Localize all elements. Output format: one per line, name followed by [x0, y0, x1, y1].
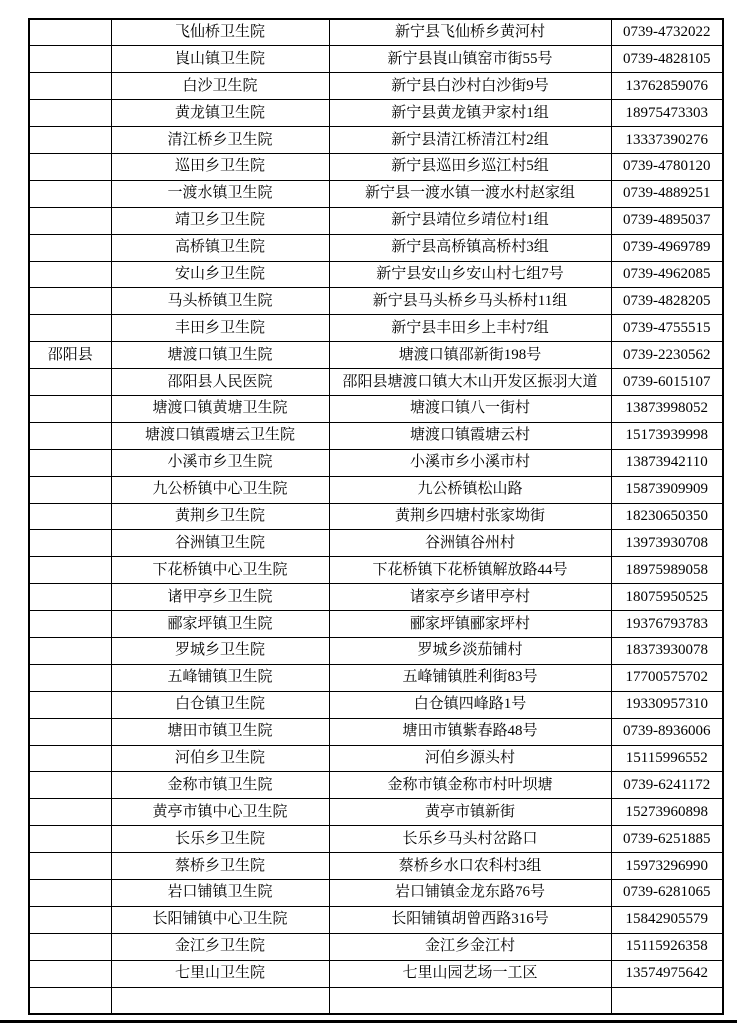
cell-hospital-name: 白仓镇卫生院 — [111, 691, 329, 718]
cell-phone: 13574975642 — [611, 960, 723, 987]
cell-phone: 13873998052 — [611, 395, 723, 422]
cell-county — [29, 288, 111, 315]
cell-phone: 15973296990 — [611, 853, 723, 880]
table-row — [29, 46, 723, 73]
cell-phone: 15115996552 — [611, 745, 723, 772]
cell-hospital-name: 高桥镇卫生院 — [111, 234, 329, 261]
table-row — [29, 826, 723, 853]
cell-county — [29, 369, 111, 396]
cell-address: 新宁县一渡水镇一渡水村赵家组 — [329, 180, 611, 207]
cell-county — [29, 449, 111, 476]
cell-address — [329, 987, 611, 1014]
cell-county — [29, 745, 111, 772]
cell-address: 新宁县清江桥清江村2组 — [329, 127, 611, 154]
cell-hospital-name: 长阳铺镇中心卫生院 — [111, 906, 329, 933]
cell-address: 塘田市镇紫春路48号 — [329, 718, 611, 745]
cell-hospital-name: 飞仙桥卫生院 — [111, 19, 329, 46]
table-row — [29, 449, 723, 476]
cell-county — [29, 127, 111, 154]
cell-address: 新宁县高桥镇高桥村3组 — [329, 234, 611, 261]
cell-hospital-name: 蔡桥乡卫生院 — [111, 853, 329, 880]
cell-county — [29, 664, 111, 691]
cell-county — [29, 153, 111, 180]
cell-address: 黄荆乡四塘村张家坳街 — [329, 503, 611, 530]
cell-hospital-name: 罗城乡卫生院 — [111, 637, 329, 664]
cell-county — [29, 315, 111, 342]
cell-hospital-name: 谷洲镇卫生院 — [111, 530, 329, 557]
cell-address: 白仓镇四峰路1号 — [329, 691, 611, 718]
cell-phone: 0739-4969789 — [611, 234, 723, 261]
cell-county — [29, 180, 111, 207]
cell-hospital-name: 安山乡卫生院 — [111, 261, 329, 288]
cell-county — [29, 853, 111, 880]
cell-hospital-name: 金称市镇卫生院 — [111, 772, 329, 799]
table-row — [29, 880, 723, 907]
table-row — [29, 853, 723, 880]
table-row — [29, 476, 723, 503]
table-row — [29, 153, 723, 180]
cell-county — [29, 100, 111, 127]
table-row — [29, 933, 723, 960]
cell-address: 谷洲镇谷州村 — [329, 530, 611, 557]
cell-address: 邵阳县塘渡口镇大木山开发区振羽大道 — [329, 369, 611, 396]
cell-address: 金江乡金江村 — [329, 933, 611, 960]
cell-hospital-name: 岩口铺镇卫生院 — [111, 880, 329, 907]
cell-address: 小溪市乡小溪市村 — [329, 449, 611, 476]
cell-phone: 0739-2230562 — [611, 342, 723, 369]
cell-address: 塘渡口镇八一街村 — [329, 395, 611, 422]
table-body — [29, 19, 723, 1014]
cell-county — [29, 557, 111, 584]
cell-phone: 13762859076 — [611, 73, 723, 100]
table-row — [29, 234, 723, 261]
cell-phone: 0739-4828205 — [611, 288, 723, 315]
page-bottom-divider — [0, 1020, 737, 1023]
cell-phone: 19330957310 — [611, 691, 723, 718]
cell-hospital-name: 下花桥镇中心卫生院 — [111, 557, 329, 584]
cell-county — [29, 611, 111, 638]
cell-address: 郦家坪镇郦家坪村 — [329, 611, 611, 638]
table-row — [29, 127, 723, 154]
cell-hospital-name: 河伯乡卫生院 — [111, 745, 329, 772]
cell-address: 塘渡口镇邵新街198号 — [329, 342, 611, 369]
cell-county — [29, 46, 111, 73]
cell-hospital-name: 塘田市镇卫生院 — [111, 718, 329, 745]
table-row — [29, 180, 723, 207]
table-row — [29, 557, 723, 584]
cell-hospital-name: 郦家坪镇卫生院 — [111, 611, 329, 638]
cell-phone: 18975473303 — [611, 100, 723, 127]
table-row — [29, 664, 723, 691]
cell-county — [29, 637, 111, 664]
cell-address: 九公桥镇松山路 — [329, 476, 611, 503]
cell-phone: 0739-4828105 — [611, 46, 723, 73]
cell-phone: 18075950525 — [611, 584, 723, 611]
cell-phone: 19376793783 — [611, 611, 723, 638]
cell-address: 下花桥镇下花桥镇解放路44号 — [329, 557, 611, 584]
cell-county — [29, 691, 111, 718]
cell-address: 新宁县黄龙镇尹家村1组 — [329, 100, 611, 127]
cell-hospital-name: 黄亭市镇中心卫生院 — [111, 799, 329, 826]
cell-hospital-name: 塘渡口镇霞塘云卫生院 — [111, 422, 329, 449]
table-row — [29, 369, 723, 396]
table-row — [29, 799, 723, 826]
table-row — [29, 503, 723, 530]
table-row — [29, 342, 723, 369]
cell-hospital-name: 塘渡口镇黄塘卫生院 — [111, 395, 329, 422]
cell-hospital-name: 一渡水镇卫生院 — [111, 180, 329, 207]
cell-address: 诸家亭乡诸甲亭村 — [329, 584, 611, 611]
cell-address: 蔡桥乡水口农科村3组 — [329, 853, 611, 880]
cell-phone: 18373930078 — [611, 637, 723, 664]
cell-phone: 18975989058 — [611, 557, 723, 584]
table-row — [29, 960, 723, 987]
cell-phone: 17700575702 — [611, 664, 723, 691]
table-row — [29, 691, 723, 718]
cell-phone: 13337390276 — [611, 127, 723, 154]
cell-phone: 0739-6251885 — [611, 826, 723, 853]
cell-address: 黄亭市镇新街 — [329, 799, 611, 826]
cell-hospital-name: 小溪市乡卫生院 — [111, 449, 329, 476]
cell-address: 新宁县巡田乡巡江村5组 — [329, 153, 611, 180]
cell-phone: 0739-6015107 — [611, 369, 723, 396]
table-row — [29, 395, 723, 422]
cell-county — [29, 476, 111, 503]
cell-hospital-name: 塘渡口镇卫生院 — [111, 342, 329, 369]
cell-hospital-name: 黄龙镇卫生院 — [111, 100, 329, 127]
cell-address: 塘渡口镇霞塘云村 — [329, 422, 611, 449]
cell-county — [29, 880, 111, 907]
health-center-table — [28, 18, 724, 1015]
cell-address: 新宁县靖位乡靖位村1组 — [329, 207, 611, 234]
cell-address: 新宁县白沙村白沙街9号 — [329, 73, 611, 100]
cell-phone: 15842905579 — [611, 906, 723, 933]
cell-phone: 15873909909 — [611, 476, 723, 503]
cell-county — [29, 422, 111, 449]
table-row — [29, 584, 723, 611]
table-row — [29, 611, 723, 638]
cell-hospital-name: 巡田乡卫生院 — [111, 153, 329, 180]
cell-hospital-name: 白沙卫生院 — [111, 73, 329, 100]
cell-hospital-name: 邵阳县人民医院 — [111, 369, 329, 396]
cell-phone: 0739-6241172 — [611, 772, 723, 799]
table-row — [29, 772, 723, 799]
table-row — [29, 745, 723, 772]
cell-hospital-name: 黄荆乡卫生院 — [111, 503, 329, 530]
cell-address: 新宁县丰田乡上丰村7组 — [329, 315, 611, 342]
cell-hospital-name: 崀山镇卫生院 — [111, 46, 329, 73]
cell-phone: 0739-4732022 — [611, 19, 723, 46]
cell-address: 新宁县马头桥乡马头桥村11组 — [329, 288, 611, 315]
cell-county — [29, 207, 111, 234]
cell-hospital-name: 七里山卫生院 — [111, 960, 329, 987]
cell-county — [29, 799, 111, 826]
cell-county: 邵阳县 — [29, 342, 111, 369]
cell-hospital-name: 清江桥乡卫生院 — [111, 127, 329, 154]
cell-phone: 15273960898 — [611, 799, 723, 826]
cell-county — [29, 19, 111, 46]
cell-hospital-name: 马头桥镇卫生院 — [111, 288, 329, 315]
cell-address: 河伯乡源头村 — [329, 745, 611, 772]
cell-address: 罗城乡淡茄铺村 — [329, 637, 611, 664]
cell-phone: 0739-4895037 — [611, 207, 723, 234]
cell-hospital-name: 五峰铺镇卫生院 — [111, 664, 329, 691]
cell-address: 岩口铺镇金龙东路76号 — [329, 880, 611, 907]
table-row — [29, 100, 723, 127]
cell-address: 新宁县安山乡安山村七组7号 — [329, 261, 611, 288]
cell-hospital-name: 长乐乡卫生院 — [111, 826, 329, 853]
cell-county — [29, 826, 111, 853]
cell-hospital-name: 靖卫乡卫生院 — [111, 207, 329, 234]
table-row — [29, 315, 723, 342]
table-row — [29, 906, 723, 933]
cell-phone: 0739-4755515 — [611, 315, 723, 342]
cell-hospital-name — [111, 987, 329, 1014]
table-row — [29, 637, 723, 664]
cell-phone: 13873942110 — [611, 449, 723, 476]
cell-hospital-name: 九公桥镇中心卫生院 — [111, 476, 329, 503]
table-row — [29, 288, 723, 315]
cell-address: 七里山园艺场一工区 — [329, 960, 611, 987]
cell-address: 新宁县飞仙桥乡黄河村 — [329, 19, 611, 46]
cell-address: 金称市镇金称市村叶坝塘 — [329, 772, 611, 799]
cell-county — [29, 718, 111, 745]
cell-county — [29, 234, 111, 261]
cell-county — [29, 261, 111, 288]
cell-county — [29, 772, 111, 799]
cell-county — [29, 584, 111, 611]
cell-county — [29, 73, 111, 100]
table-row — [29, 73, 723, 100]
table-row — [29, 207, 723, 234]
cell-phone: 0739-6281065 — [611, 880, 723, 907]
table-row — [29, 261, 723, 288]
cell-county — [29, 906, 111, 933]
table-row — [29, 987, 723, 1014]
cell-hospital-name: 诸甲亭乡卫生院 — [111, 584, 329, 611]
cell-phone: 0739-4962085 — [611, 261, 723, 288]
cell-phone: 0739-8936006 — [611, 718, 723, 745]
table-row — [29, 530, 723, 557]
cell-phone: 0739-4889251 — [611, 180, 723, 207]
cell-address: 五峰铺镇胜利街83号 — [329, 664, 611, 691]
cell-county — [29, 530, 111, 557]
table-row — [29, 422, 723, 449]
cell-hospital-name: 金江乡卫生院 — [111, 933, 329, 960]
cell-county — [29, 960, 111, 987]
cell-phone: 0739-4780120 — [611, 153, 723, 180]
table-row — [29, 718, 723, 745]
cell-address: 长阳铺镇胡曾西路316号 — [329, 906, 611, 933]
cell-phone: 15115926358 — [611, 933, 723, 960]
cell-county — [29, 395, 111, 422]
cell-phone: 18230650350 — [611, 503, 723, 530]
cell-phone: 15173939998 — [611, 422, 723, 449]
cell-phone: 13973930708 — [611, 530, 723, 557]
table-row — [29, 19, 723, 46]
cell-county — [29, 987, 111, 1014]
cell-address: 新宁县崀山镇窑市街55号 — [329, 46, 611, 73]
cell-address: 长乐乡马头村岔路口 — [329, 826, 611, 853]
cell-county — [29, 503, 111, 530]
cell-phone — [611, 987, 723, 1014]
cell-county — [29, 933, 111, 960]
cell-hospital-name: 丰田乡卫生院 — [111, 315, 329, 342]
